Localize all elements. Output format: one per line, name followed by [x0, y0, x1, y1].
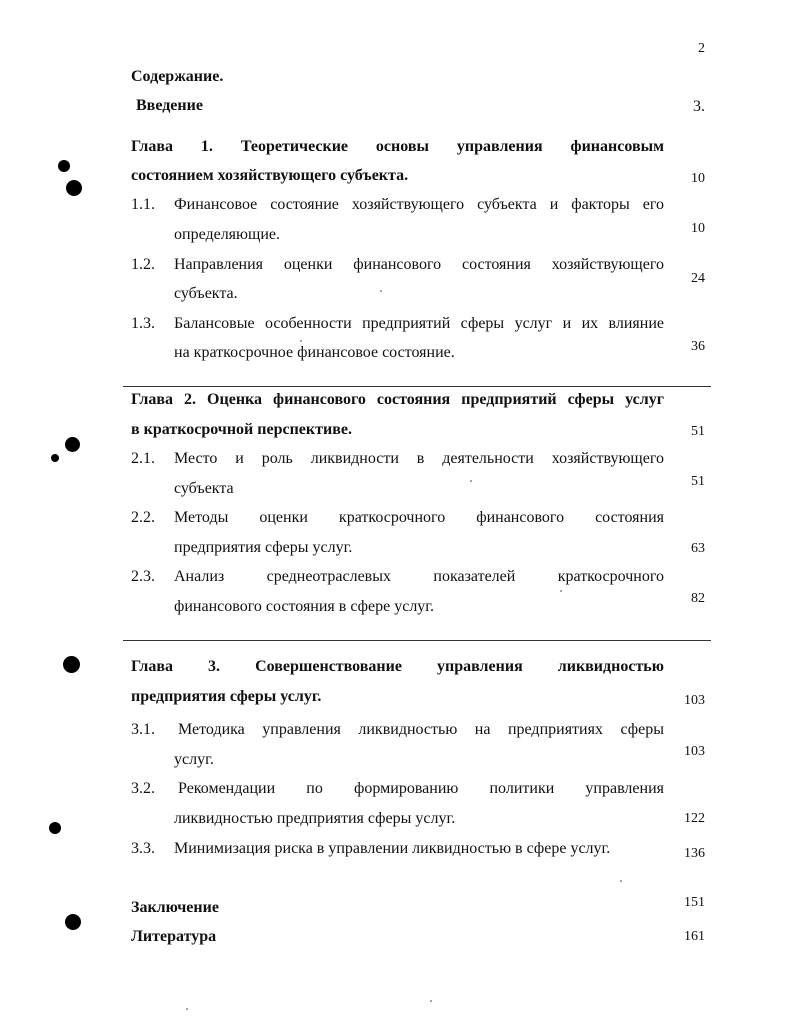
- toc-intro-label: Введение: [136, 97, 203, 114]
- toc-section-3-2-line2: ликвидностью предприятия сферы услуг.: [174, 810, 456, 827]
- toc-chapter-2-title-line1: Глава 2. Оценка финансового состояния предприятий сферы услуг: [131, 391, 664, 408]
- toc-literature-page: 161: [684, 929, 705, 944]
- toc-section-number: 2.2.: [131, 509, 155, 526]
- toc-section-3-1-line1: Методика управления ликвидностью на предприятиях сферы: [178, 721, 664, 738]
- toc-section-1-3-line1: Балансовые особенности предприятий сферы услуг и их влияние: [174, 315, 664, 332]
- toc-section-2-1-line2: субъекта: [174, 480, 234, 497]
- scan-speck: [430, 1000, 432, 1002]
- toc-chapter-3-title-line1: [131, 657, 664, 677]
- scan-speck: [620, 880, 622, 882]
- punch-hole: [49, 822, 61, 834]
- scan-speck: [186, 1008, 188, 1010]
- toc-chapter-3-page: 103: [684, 693, 705, 708]
- toc-section-number: 1.3.: [131, 315, 155, 332]
- punch-hole: [58, 160, 70, 172]
- toc-section-1-2-line2: субъекта.: [174, 285, 238, 302]
- word: управления: [437, 658, 523, 675]
- toc-chapter-2-page: 51: [691, 424, 705, 439]
- word: основы: [375, 138, 429, 155]
- toc-chapter-2-title-line2: в краткосрочной перспективе.: [131, 421, 352, 438]
- toc-section-3-1-page: 103: [684, 744, 705, 759]
- toc-section-number: 2.1.: [131, 450, 155, 467]
- toc-section-1-1-line2: определяющие.: [174, 226, 280, 243]
- toc-section-number: 3.2.: [131, 780, 155, 797]
- word: 1.: [200, 138, 213, 155]
- word: Глава: [131, 658, 173, 675]
- toc-section-2-3-line2: финансового состояния в сфере услуг.: [174, 598, 435, 615]
- toc-chapter-1-title-line2: состоянием хозяйствующего субъекта.: [131, 167, 409, 184]
- word: ликвидностью: [557, 658, 664, 675]
- toc-chapter-1-title-line1: [131, 137, 664, 157]
- punch-hole: [63, 656, 80, 673]
- scan-speck: [380, 290, 382, 292]
- toc-section-number: 1.2.: [131, 256, 155, 273]
- toc-section-2-1-line1: Место и роль ликвидности в деятельности хозяйствующего: [174, 450, 664, 467]
- toc-chapter-3-title-line2: предприятия сферы услуг.: [131, 688, 322, 705]
- toc-section-number: 3.1.: [131, 721, 155, 738]
- punch-hole: [51, 454, 59, 462]
- toc-section-3-3-page: 136: [684, 846, 705, 861]
- scan-speck: [470, 480, 472, 482]
- chapter-divider: [123, 640, 711, 641]
- toc-section-3-2-line1: Рекомендации по формированию политики управления: [178, 780, 664, 797]
- toc-section-2-2-line2: предприятия сферы услуг.: [174, 539, 353, 556]
- toc-section-3-2-page: 122: [684, 811, 705, 826]
- toc-conclusion-label: Заключение: [131, 899, 219, 916]
- toc-section-2-2-line1: Методы оценки краткосрочного финансового состояния: [174, 509, 664, 526]
- word: Совершенствование: [255, 658, 402, 675]
- word: Теоретические: [240, 138, 349, 155]
- toc-section-3-3-line1: Минимизация риска в управлении ликвидностью в сфере услуг.: [174, 840, 611, 857]
- chapter-divider: [123, 386, 711, 387]
- toc-chapter-1-page: 10: [691, 171, 705, 186]
- toc-section-1-3-line2: на краткосрочное финансовое состояние.: [174, 344, 455, 361]
- toc-conclusion-page: 151: [684, 895, 705, 910]
- punch-hole: [65, 437, 80, 452]
- toc-intro-page: 3.: [693, 98, 705, 115]
- toc-section-1-2-page: 24: [691, 271, 705, 286]
- toc-section-1-1-page: 10: [691, 221, 705, 236]
- punch-hole: [65, 914, 81, 930]
- toc-section-2-3-line1: Анализ среднеотраслевых показателей краткосрочного: [174, 568, 664, 585]
- word: финансовым: [570, 138, 664, 155]
- toc-literature-label: Литература: [131, 928, 217, 945]
- toc-heading: Содержание.: [131, 68, 224, 85]
- punch-hole: [66, 180, 82, 196]
- toc-section-2-2-page: 63: [691, 541, 705, 556]
- scan-speck: [560, 590, 562, 592]
- toc-section-3-1-line2: услуг.: [174, 751, 214, 768]
- word: Глава: [131, 138, 173, 155]
- scan-speck: [300, 340, 302, 342]
- toc-section-number: 1.1.: [131, 196, 155, 213]
- toc-section-2-1-page: 51: [691, 474, 705, 489]
- toc-section-number: 3.3.: [131, 840, 155, 857]
- toc-section-2-3-page: 82: [691, 591, 705, 606]
- toc-section-1-2-line1: Направления оценки финансового состояния хозяйствующего: [174, 256, 664, 273]
- toc-section-1-3-page: 36: [691, 339, 705, 354]
- word: 3.: [208, 658, 221, 675]
- word: управления: [456, 138, 543, 155]
- toc-section-number: 2.3.: [131, 568, 155, 585]
- toc-section-1-1-line1: Финансовое состояние хозяйствующего субъекта и факторы его: [174, 196, 664, 213]
- page-number: 2: [698, 41, 705, 56]
